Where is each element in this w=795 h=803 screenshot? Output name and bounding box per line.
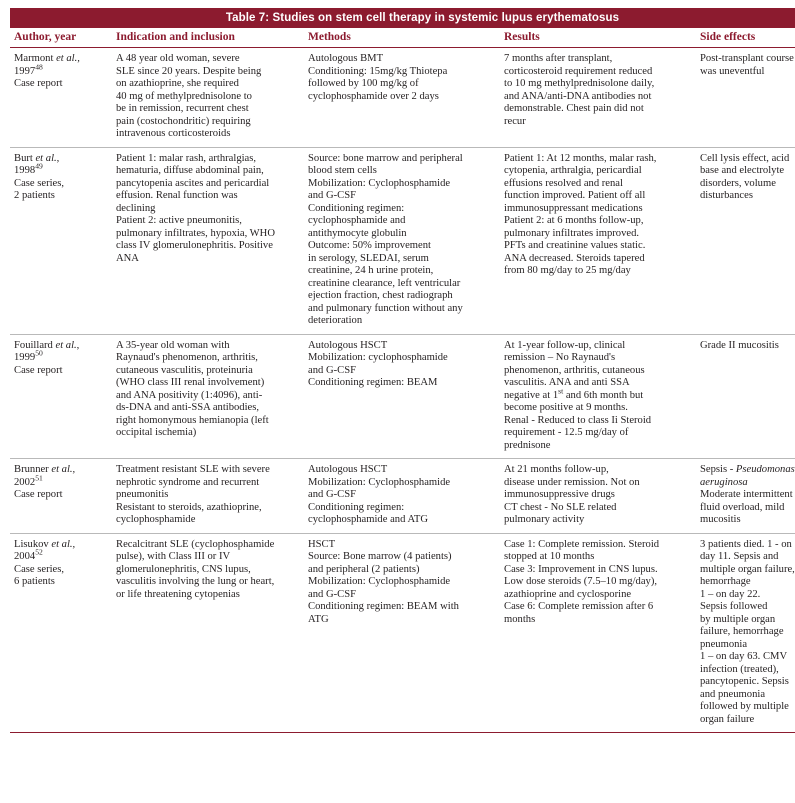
cell-text-line: Outcome: 50% improvement — [308, 240, 431, 251]
cell-text-line: demonstrable. Chest pain did not — [504, 103, 644, 114]
cell-text-line: Moderate intermittent — [700, 489, 793, 500]
cell-text-line: A 48 year old woman, severe — [116, 53, 240, 64]
cell-text-line: Patient 2: active pneumonitis, — [116, 215, 242, 226]
cell-text-line: by multiple organ — [700, 613, 776, 625]
cell-text-line: and ANA/anti-DNA antibodies not — [504, 90, 652, 102]
cell-text-line: pneumonia — [700, 638, 748, 650]
cell-text-line: At 21 months follow-up, — [504, 464, 609, 475]
cell-text-line: cyclophosphamide over 2 days — [308, 90, 439, 102]
cell-text-line: ejection fraction, chest radiograph — [308, 290, 453, 301]
cell-text-line: followed by 100 mg/kg of — [308, 78, 419, 89]
cell-text-line: Case 6: Complete remission after 6 — [504, 601, 654, 612]
cell-text-line: Mobilization: Cyclophosphamide — [308, 177, 451, 189]
cell-text-line: 1997$^{48}$ — [14, 61, 43, 77]
cell-text-line: Mobilization: Cyclophosphamide — [308, 476, 451, 488]
cell-text-line: day 11. Sepsis and — [700, 551, 779, 562]
cell-text-line: base and electrolyte — [700, 165, 785, 176]
cell-text-line: pancytopenic. Sepsis — [700, 676, 789, 687]
cell-methods — [304, 533, 500, 733]
cell-text-line: mucositis — [700, 514, 741, 525]
cell-text-line: and G-CSF — [308, 588, 356, 600]
cell-text-line: intravenous corticosteroids — [116, 128, 231, 139]
cell-text-line: Grade II mucositis — [700, 339, 779, 351]
cell-text-line: negative at 1st and 6th month but — [504, 385, 644, 401]
cell-text-line: hemorrhage — [700, 576, 751, 587]
cell-text-line: disease under remission. Not on — [504, 476, 640, 488]
citation-superscript: 51 — [35, 472, 43, 482]
cell-text-line: creatinine, 24 h urine protein, — [308, 265, 434, 276]
cell-text-line: pulmonary infiltrates improved. — [504, 227, 640, 239]
cell-text-line: right homonymous hemianopia (left — [116, 414, 269, 426]
cell-text-line: prednisone — [504, 439, 551, 451]
cell-text-line: 1998$^{49}$ — [14, 161, 43, 176]
cell-text-line: Patient 2: at 6 months follow-up, — [504, 215, 644, 226]
cell-text-line: cyclophosphamide — [116, 514, 196, 525]
cell-text-line: Case series, — [14, 177, 65, 189]
cell-text-line: cutaneous vasculitis, proteinuria — [116, 364, 253, 376]
cell-text-line: PFTs and creatinine values static. — [504, 240, 646, 251]
cell-text-line: vasculitis involving the lung or heart, — [116, 576, 275, 587]
cell-text-line: Treatment resistant SLE with severe — [116, 464, 270, 475]
cell-text-line: Autologous HSCT — [308, 339, 388, 351]
cell-text-line: 6 patients — [14, 576, 55, 587]
column-header-indication: Indication and inclusion — [112, 28, 304, 48]
cell-methods — [304, 334, 500, 459]
cell-text-line: effusion. Renal function was — [116, 190, 238, 201]
cell-text-line: corticosteroid requirement reduced — [504, 65, 653, 77]
cell-text-line: Case report — [14, 489, 63, 500]
cell-text-line: Case 1: Complete remission. Steroid — [504, 538, 660, 550]
cell-text-line: months — [504, 613, 536, 625]
cell-text-line: function improved. Patient off all — [504, 190, 646, 201]
cell-text-line: immunosuppressant medications — [504, 202, 643, 214]
cell-text-line: become positive at 9 months. — [504, 402, 628, 413]
table-row — [10, 459, 795, 534]
cell-text-line: or life threatening cytopenias — [116, 588, 240, 600]
cell-text-line: Patient 1: At 12 months, malar rash, — [504, 152, 657, 164]
cell-text-line: cyclophosphamide and ATG — [308, 514, 429, 525]
cell-text-line: and pulmonary function without any — [308, 302, 463, 314]
cell-text-line: Autologous HSCT — [308, 464, 388, 475]
cell-text-line: effusions resolved and renal — [504, 177, 623, 189]
cell-author — [10, 48, 112, 148]
cell-text-line: Conditioning: 15mg/kg Thiotepa — [308, 65, 448, 77]
cell-text-line: fluid overload, mild — [700, 501, 785, 513]
cell-text-line: SLE since 20 years. Despite being — [116, 65, 262, 77]
cell-text-line: Fouillard et al., — [14, 339, 80, 351]
cell-text-line: 40 mg of methylprednisolone to — [116, 90, 252, 102]
cell-results — [500, 147, 696, 334]
cell-text-line: requirement - 12.5 mg/day of — [504, 427, 629, 438]
cell-text-line: phenomenon, arthritis, cutaneous — [504, 364, 645, 376]
cell-text-line: remission – No Raynaud's — [504, 352, 616, 363]
cell-text-line: CT chest - No SLE related — [504, 501, 617, 513]
cell-text-line: creatinine clearance, left ventricular — [308, 277, 461, 289]
cell-text-line: followed by multiple — [700, 701, 789, 712]
studies-table — [10, 8, 795, 733]
column-header-author: Author, year — [10, 28, 112, 48]
cell-text-line: and G-CSF — [308, 190, 356, 201]
cell-indication — [112, 147, 304, 334]
citation-superscript: 52 — [35, 547, 43, 557]
cell-text-line: be in remission, recurrent chest — [116, 103, 249, 114]
cell-indication — [112, 334, 304, 459]
table-header-row — [10, 28, 795, 48]
cell-text-line: Low dose steroids (7.5–10 mg/day), — [504, 576, 657, 587]
cell-text-line: deterioration — [308, 315, 363, 326]
table-header — [10, 28, 795, 48]
cell-text-line: pulmonary activity — [504, 514, 585, 525]
cell-side-effects — [696, 334, 795, 459]
cell-author — [10, 533, 112, 733]
cell-text-line: hematuria, diffuse abdominal pain, — [116, 165, 264, 176]
cell-text-line: and pneumonia — [700, 688, 766, 700]
cell-text-line: multiple organ failure, — [700, 563, 795, 575]
cell-text-line: Burt et al., — [14, 152, 60, 164]
cell-text-line: failure, hemorrhage — [700, 626, 784, 637]
table-row — [10, 334, 795, 459]
cell-text-line: and G-CSF — [308, 364, 356, 376]
cell-text-line: Conditioning regimen: — [308, 501, 405, 513]
cell-text-line: Source: bone marrow and peripheral — [308, 152, 463, 164]
cell-results — [500, 334, 696, 459]
cell-text-line: from 80 mg/day to 25 mg/day — [504, 265, 631, 276]
cell-text-line: recur — [504, 115, 526, 127]
cell-text-line: Case report — [14, 78, 63, 89]
cell-text-line: and G-CSF — [308, 489, 356, 500]
cell-text-line: Conditioning regimen: BEAM with — [308, 601, 459, 612]
cell-text-line: nephrotic syndrome and recurrent — [116, 476, 260, 488]
cell-text-line: 1 – on day 63. CMV — [700, 651, 788, 662]
cell-text-line: cytopenia, arthralgia, pericardial — [504, 165, 642, 176]
cell-text-line: 3 patients died. 1 - on — [700, 538, 792, 550]
citation-superscript: 49 — [35, 161, 43, 171]
citation-superscript: 48 — [35, 61, 43, 71]
cell-author — [10, 147, 112, 334]
table-row — [10, 533, 795, 733]
cell-text-line: Lisukov et al., — [14, 538, 76, 550]
cell-text-line: blood stem cells — [308, 165, 377, 176]
cell-text-line: stopped at 10 months — [504, 551, 595, 562]
cell-indication — [112, 48, 304, 148]
cell-text-line: ds-DNA and anti-SSA antibodies, — [116, 402, 260, 413]
cell-text-line: pneumonitis — [116, 489, 169, 500]
cell-text-line: was uneventful — [700, 65, 765, 77]
cell-author — [10, 459, 112, 534]
cell-text-line: disorders, volume — [700, 177, 776, 189]
cell-side-effects — [696, 147, 795, 334]
cell-text-line: immunosuppressive drugs — [504, 489, 615, 500]
cell-text-line: Sepsis - Pseudomonas — [700, 464, 795, 475]
cell-indication — [112, 533, 304, 733]
cell-text-line: azathioprine and cyclosporine — [504, 588, 632, 600]
cell-text-line: Raynaud's phenomenon, arthritis, — [116, 352, 258, 363]
cell-text-line: 7 months after transplant, — [504, 53, 613, 64]
cell-text-line: aeruginosa — [700, 476, 748, 488]
cell-text-line: Autologous BMT — [308, 53, 384, 64]
cell-text-line: HSCT — [308, 538, 336, 550]
cell-text-line: organ failure — [700, 713, 755, 725]
cell-text-line: A 35-year old woman with — [116, 339, 230, 351]
cell-results — [500, 48, 696, 148]
cell-text-line: Sepsis followed — [700, 601, 768, 612]
cell-text-line: Case report — [14, 364, 63, 376]
cell-text-line: At 1-year follow-up, clinical — [504, 339, 626, 351]
table-row — [10, 48, 795, 148]
cell-text-line: 1 – on day 22. — [700, 588, 761, 600]
cell-text-line: Marmont et al., — [14, 53, 80, 64]
cell-methods — [304, 459, 500, 534]
cell-methods — [304, 147, 500, 334]
cell-text-line: pain (costochondritic) requiring — [116, 115, 251, 127]
cell-methods — [304, 48, 500, 148]
cell-text-line: 2 patients — [14, 190, 55, 201]
cell-results — [500, 459, 696, 534]
cell-text-line: 2002$^{51}$ — [14, 472, 43, 488]
cell-results — [500, 533, 696, 733]
cell-author — [10, 334, 112, 459]
table-body — [10, 48, 795, 733]
cell-text-line: Recalcitrant SLE (cyclophosphamide — [116, 538, 275, 550]
cell-text-line: Patient 1: malar rash, arthralgias, — [116, 152, 257, 164]
cell-text-line: Conditioning regimen: — [308, 202, 405, 214]
cell-text-line: pulse), with Class III or IV — [116, 551, 231, 562]
cell-text-line: class IV glomerulonephritis. Positive — [116, 240, 273, 251]
table-row — [10, 147, 795, 334]
citation-superscript: 50 — [35, 348, 43, 358]
cell-text-line: and peripheral (2 patients) — [308, 563, 420, 575]
column-header-results: Results — [500, 28, 696, 48]
cell-text-line: vasculitis. ANA and anti SSA — [504, 377, 630, 388]
cell-text-line: pancytopenia ascites and pericardial — [116, 177, 270, 189]
cell-text-line: 2004$^{52}$ — [14, 547, 43, 562]
cell-indication — [112, 459, 304, 534]
cell-text-line: ANA — [116, 252, 139, 264]
cell-text-line: and ANA positivity (1:4096), anti- — [116, 389, 263, 401]
cell-text-line: to 10 mg methylprednisolone daily, — [504, 78, 655, 89]
cell-text-line: on azathioprine, she required — [116, 78, 239, 89]
cell-text-line: Conditioning regimen: BEAM — [308, 377, 438, 388]
cell-text-line: Case 3: Improvement in CNS lupus. — [504, 563, 658, 575]
cell-side-effects — [696, 533, 795, 733]
cell-text-line: Cell lysis effect, acid — [700, 152, 790, 164]
cell-text-line: ANA decreased. Steroids tapered — [504, 252, 645, 264]
cell-side-effects — [696, 459, 795, 534]
cell-text-line: glomerulonephritis, CNS lupus, — [116, 563, 251, 575]
cell-text-line: Case series, — [14, 563, 65, 575]
cell-text-line: disturbances — [700, 190, 753, 201]
cell-text-line: Renal - Reduced to class Ii Steroid — [504, 414, 652, 426]
cell-text-line: ATG — [308, 613, 329, 625]
cell-text-line: antithymocyte globulin — [308, 227, 407, 239]
cell-text-line: occipital ischemia) — [116, 427, 197, 438]
cell-text-line: pulmonary infiltrates, hypoxia, WHO — [116, 227, 275, 239]
cell-text-line: Brunner et al., — [14, 464, 76, 475]
cell-text-line: (WHO class III renal involvement) — [116, 377, 265, 388]
cell-text-line: Mobilization: Cyclophosphamide — [308, 576, 451, 587]
cell-text-line: Mobilization: cyclophosphamide — [308, 352, 448, 363]
cell-side-effects — [696, 48, 795, 148]
cell-text-line: in serology, SLEDAI, serum — [308, 252, 429, 264]
table-caption: Table 7: Studies on stem cell therapy in systemic lupus erythematosus — [10, 8, 795, 28]
cell-text-line: Resistant to steroids, azathioprine, — [116, 501, 262, 513]
cell-text-line: 1999$^{50}$ — [14, 348, 43, 363]
column-header-side-effects: Side effects — [696, 28, 795, 48]
cell-text-line: infection (treated), — [700, 663, 779, 675]
cell-text-line: declining — [116, 202, 156, 214]
cell-text-line: Source: Bone marrow (4 patients) — [308, 551, 452, 562]
column-header-methods: Methods — [304, 28, 500, 48]
cell-text-line: Post-transplant course — [700, 53, 794, 64]
cell-text-line: cyclophosphamide and — [308, 215, 406, 226]
